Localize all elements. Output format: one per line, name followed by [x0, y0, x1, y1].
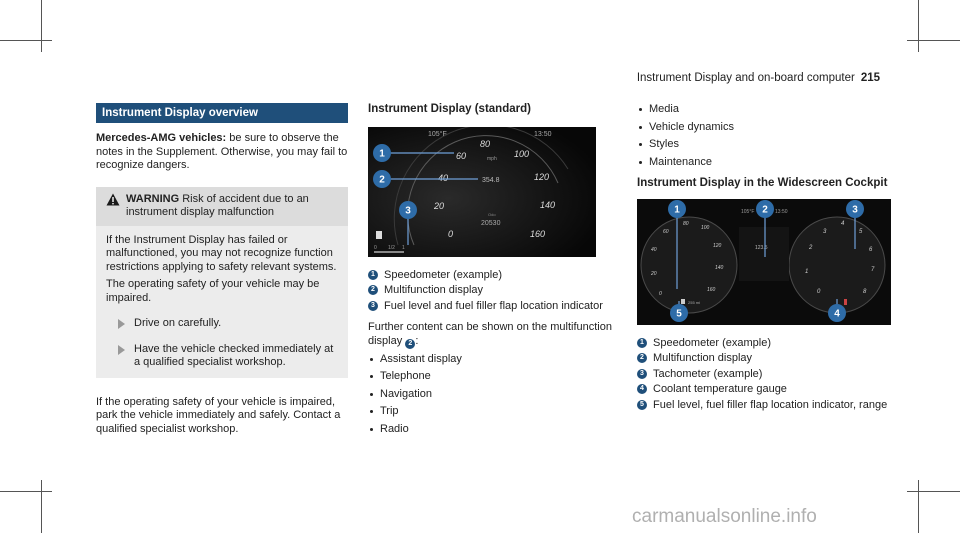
legend-number: 3	[637, 369, 647, 379]
speed-label: 60	[663, 228, 669, 235]
tachometer-dial	[789, 217, 885, 313]
tach-label: 4	[841, 220, 845, 227]
outro-paragraph: If the operating safety of your vehicle is impaired, park the vehicle immediately and safely. Contact a qualified specialist workshop.	[96, 395, 341, 435]
warning-step	[106, 343, 338, 370]
warning-triangle-icon	[106, 193, 120, 206]
warning-paragraph: The operating safety of your vehicle may be impaired.	[106, 278, 320, 304]
warning-paragraph: If the Instrument Display has failed or malfunctioned, you may not recognize function restrictions applying to safety relevant systems.	[106, 233, 337, 273]
warning-step	[106, 317, 338, 331]
list-item: Maintenance	[637, 156, 893, 170]
fuel-level-bar	[374, 251, 404, 253]
widescreen-legend	[637, 337, 893, 413]
watermark: carmanualsonline.info	[632, 506, 817, 527]
standard-legend	[368, 269, 618, 314]
speed-label: 20	[434, 200, 445, 211]
list-item: Navigation	[368, 388, 618, 402]
fuel-pump-icon	[376, 231, 382, 239]
column-overview	[96, 103, 348, 436]
page-number: 215	[860, 72, 880, 84]
inline-callout: 2	[405, 339, 415, 349]
intro-text: be sure to observe the notes in the Supplement. Otherwise, you may fail to recognize dangers.	[96, 132, 348, 171]
legend-text: Multifunction display	[653, 352, 753, 364]
tach-label: 0	[817, 288, 821, 295]
tach-label: 3	[823, 228, 827, 235]
column-standard-display	[368, 103, 618, 436]
tach-label: 8	[863, 288, 867, 295]
speed-label: 120	[534, 171, 550, 182]
legend-number: 1	[368, 270, 378, 280]
tach-label: 2	[809, 244, 813, 251]
legend-item	[368, 284, 618, 298]
legend-text: Fuel level, fuel filler flap location indicator, range	[653, 398, 888, 411]
callout-number: 3	[405, 205, 411, 216]
legend-item	[637, 352, 893, 366]
warning-box	[96, 187, 348, 378]
intro-paragraph	[96, 132, 348, 173]
callout-number: 2	[762, 204, 768, 215]
legend-text: Multifunction display	[384, 284, 484, 296]
crop-mark	[41, 480, 42, 533]
crop-mark	[0, 491, 52, 492]
speed-label: 160	[530, 228, 546, 239]
crop-mark	[907, 491, 960, 492]
callout-number: 1	[379, 148, 385, 159]
odo-label: Odo	[488, 211, 496, 217]
section-title: Instrument Display overview	[96, 103, 348, 123]
speed-label: 0	[448, 228, 454, 239]
crop-mark	[0, 40, 52, 41]
legend-number: 3	[368, 301, 378, 311]
legend-item	[368, 300, 618, 314]
column-widescreen	[637, 103, 893, 412]
warning-heading	[96, 187, 348, 226]
callout-number: 5	[676, 308, 682, 319]
widescreen-cluster-figure	[637, 199, 891, 325]
center-readout: 123.5	[755, 244, 768, 251]
tach-label: 1	[805, 268, 809, 275]
standard-display-title: Instrument Display (standard)	[368, 103, 531, 115]
crop-mark	[41, 0, 42, 52]
speed-label: 20	[651, 270, 657, 277]
arrow-right-icon	[118, 319, 125, 329]
intro-bold: Mercedes-AMG vehicles:	[96, 132, 227, 144]
speed-label: 160	[707, 286, 716, 293]
fuel-label: 1/2	[388, 244, 395, 251]
warning-label: WARNING	[126, 192, 180, 205]
callout-number: 4	[834, 308, 840, 319]
speed-label: 60	[456, 150, 467, 161]
page-header-title: Instrument Display and on-board computer	[636, 72, 855, 84]
legend-text: Fuel level and fuel filler flap location indicator	[384, 299, 603, 312]
legend-number: 2	[368, 285, 378, 295]
speed-unit: mph	[487, 155, 497, 162]
widescreen-title: Instrument Display in the Widescreen Cockpit	[637, 177, 888, 189]
coolant-temp-icon	[844, 299, 847, 305]
speed-label: 0	[659, 290, 662, 297]
odo-readout: 20530	[481, 219, 501, 227]
list-item: Assistant display	[368, 353, 618, 367]
list-item: Styles	[637, 138, 893, 152]
legend-item	[637, 383, 893, 397]
content-list	[368, 353, 618, 437]
time-readout: 13:50	[775, 208, 788, 215]
temp-readout: 105°F	[741, 208, 755, 215]
speed-label: 80	[480, 138, 491, 149]
list-item: Radio	[368, 423, 618, 437]
legend-text: Coolant temperature gauge	[653, 383, 787, 395]
speed-label: 80	[683, 220, 689, 227]
standard-cluster-figure	[368, 127, 596, 257]
tach-label: 5	[859, 228, 863, 235]
list-item: Media	[637, 103, 893, 117]
callout-number: 2	[379, 174, 385, 185]
speed-label: 140	[715, 264, 724, 271]
multifunction-colon: :	[415, 334, 419, 347]
temp-readout: 105°F	[428, 130, 447, 138]
content-list-continued	[637, 103, 893, 169]
speed-label: 40	[651, 246, 657, 253]
page-header	[637, 72, 880, 84]
legend-text: Speedometer (example)	[384, 268, 503, 281]
legend-number: 5	[637, 400, 647, 410]
legend-number: 1	[637, 338, 647, 348]
callout-number: 1	[674, 204, 680, 215]
legend-text: Speedometer (example)	[653, 336, 772, 349]
warning-step-text: Drive on carefully.	[134, 317, 222, 329]
legend-item	[637, 337, 893, 351]
callout-number: 3	[852, 204, 858, 215]
fuel-label: 1	[402, 244, 405, 251]
list-item: Trip	[368, 405, 618, 419]
warning-body	[96, 226, 348, 378]
speed-label: 100	[701, 224, 710, 231]
legend-text: Tachometer (example)	[653, 367, 763, 380]
range-readout: 255 mi	[688, 299, 701, 305]
tach-label: 6	[869, 246, 873, 253]
multifunction-intro	[368, 321, 618, 349]
tach-label: 7	[871, 266, 875, 273]
legend-number: 4	[637, 384, 647, 394]
fuel-pump-icon	[681, 299, 685, 304]
list-item: Telephone	[368, 370, 618, 384]
fuel-label: 0	[374, 244, 377, 251]
legend-number: 2	[637, 353, 647, 363]
warning-heading-text: Risk of accident due to an instrument display malfunction	[126, 192, 309, 218]
speed-label: 40	[438, 172, 449, 183]
trip-readout: 354.8	[482, 176, 500, 184]
speed-label: 140	[540, 199, 556, 210]
crop-mark	[918, 0, 919, 52]
center-display	[739, 227, 789, 281]
legend-item	[637, 368, 893, 382]
crop-mark	[907, 40, 960, 41]
warning-step-text: Have the vehicle checked immediately at a qualified specialist workshop.	[134, 342, 334, 368]
list-item: Vehicle dynamics	[637, 121, 893, 135]
legend-item	[637, 399, 893, 413]
speed-label: 100	[514, 148, 530, 159]
crop-mark	[918, 480, 919, 533]
multifunction-text: Further content can be shown on the multifunction display	[368, 321, 612, 347]
arrow-right-icon	[118, 345, 125, 355]
legend-item	[368, 269, 618, 283]
time-readout: 13:50	[534, 130, 552, 138]
speed-label: 120	[713, 242, 722, 249]
